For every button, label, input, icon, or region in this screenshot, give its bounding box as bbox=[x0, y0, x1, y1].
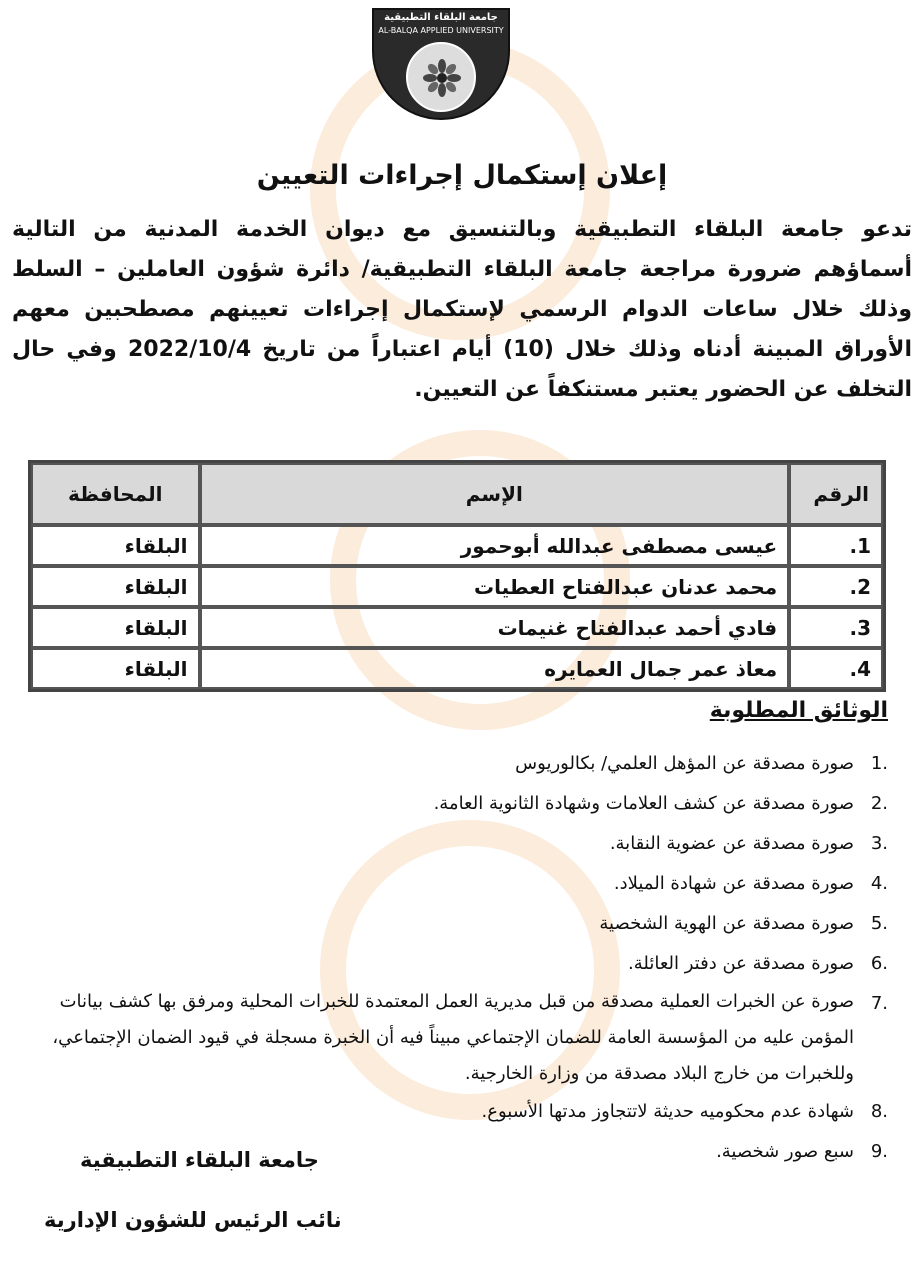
list-item bbox=[8, 984, 888, 1092]
item-text: شهادة عدم محكوميه حديثة لاتتجاوز مدتها الأسبوع. bbox=[481, 1101, 854, 1122]
appointees-table bbox=[28, 460, 886, 692]
item-text: صورة مصدقة عن شهادة الميلاد. bbox=[613, 873, 854, 894]
announcement-body: تدعو جامعة البلقاء التطبيقية وبالتنسيق مع ديوان الخدمة المدنية من التالية أسماؤهم ضرورة مراجعة جامعة البلقاء التطبيقية/ دائرة شؤون العاملين – السلط وذلك خلال ساعات الدوام الرسمي لإستكمال إجراءات تعيينهم مصطحبين معهم الأوراق المبينة أدناه وذلك خلال (10) أيام اعتباراً من تاريخ 2022/10/4 وفي حال التخلف عن الحضور يعتبر مستنكفاً عن التعيين. bbox=[12, 217, 912, 402]
table-row bbox=[31, 607, 883, 648]
required-documents-title: الوثائق المطلوبة bbox=[709, 698, 888, 723]
item-number: .1 bbox=[870, 753, 888, 774]
item-text: صورة مصدقة عن دفتر العائلة. bbox=[628, 953, 854, 974]
item-number: .7 bbox=[870, 993, 888, 1014]
header-governorate: المحافظة bbox=[31, 463, 200, 525]
flower-icon bbox=[422, 58, 462, 98]
logo-name-arabic: جامعة البلقاء التطبيقية bbox=[384, 12, 498, 23]
row-name: فادي أحمد عبدالفتاح غنيمات bbox=[200, 607, 790, 648]
item-text: صورة مصدقة عن الهوية الشخصية bbox=[599, 913, 854, 934]
required-documents-list bbox=[8, 744, 888, 1172]
table-header-row bbox=[31, 463, 883, 525]
row-name: معاذ عمر جمال العمايره bbox=[200, 648, 790, 689]
table-row bbox=[31, 648, 883, 689]
item-text: صورة مصدقة عن المؤهل العلمي/ بكالوريوس bbox=[515, 753, 854, 774]
row-name: محمد عدنان عبدالفتاح العطيات bbox=[200, 566, 790, 607]
header-number: الرقم bbox=[789, 463, 883, 525]
list-item bbox=[8, 784, 888, 824]
row-number: 1. bbox=[789, 525, 883, 566]
list-item bbox=[8, 944, 888, 984]
item-number: .3 bbox=[870, 833, 888, 854]
signature-organization: جامعة البلقاء التطبيقية bbox=[80, 1148, 319, 1172]
row-governorate: البلقاء bbox=[31, 607, 200, 648]
item-number: .8 bbox=[870, 1101, 888, 1122]
row-number: 4. bbox=[789, 648, 883, 689]
row-number: 3. bbox=[789, 607, 883, 648]
item-text: صورة مصدقة عن كشف العلامات وشهادة الثانوية العامة. bbox=[433, 793, 854, 814]
row-governorate: البلقاء bbox=[31, 525, 200, 566]
row-number: 2. bbox=[789, 566, 883, 607]
item-text: سبع صور شخصية. bbox=[716, 1141, 854, 1162]
row-name: عيسى مصطفى عبدالله أبوحمور bbox=[200, 525, 790, 566]
item-number: .5 bbox=[870, 913, 888, 934]
row-governorate: البلقاء bbox=[31, 648, 200, 689]
item-number: .4 bbox=[870, 873, 888, 894]
table-row bbox=[31, 525, 883, 566]
logo-emblem bbox=[406, 42, 476, 112]
list-item bbox=[8, 904, 888, 944]
header-name: الإسم bbox=[200, 463, 790, 525]
list-item bbox=[8, 864, 888, 904]
logo-name-english: AL-BALQA APPLIED UNIVERSITY bbox=[378, 26, 504, 35]
list-item bbox=[8, 744, 888, 784]
table-row bbox=[31, 566, 883, 607]
list-item bbox=[8, 1092, 888, 1132]
list-item bbox=[8, 824, 888, 864]
signature-title: نائب الرئيس للشؤون الإدارية bbox=[44, 1208, 342, 1232]
row-governorate: البلقاء bbox=[31, 566, 200, 607]
university-logo bbox=[372, 8, 510, 120]
item-number: .2 bbox=[870, 793, 888, 814]
item-number: .6 bbox=[870, 953, 888, 974]
item-number: .9 bbox=[870, 1141, 888, 1162]
item-text: صورة عن الخبرات العملية مصدقة من قبل مديرية العمل المعتمدة للخبرات المحلية ومرفق بها كشف بيانات المؤمن عليه من المؤسسة العامة للضمان الإجتماعي مبيناً فيه أن الخبرة مسجلة في قيود الضمان الإجتماعي، وللخبرات من خارج البلاد مصدقة من وزارة الخارجية. bbox=[52, 991, 854, 1084]
announcement-title: إعلان إستكمال إجراءات التعيين bbox=[256, 160, 668, 191]
item-text: صورة مصدقة عن عضوية النقابة. bbox=[609, 833, 854, 854]
